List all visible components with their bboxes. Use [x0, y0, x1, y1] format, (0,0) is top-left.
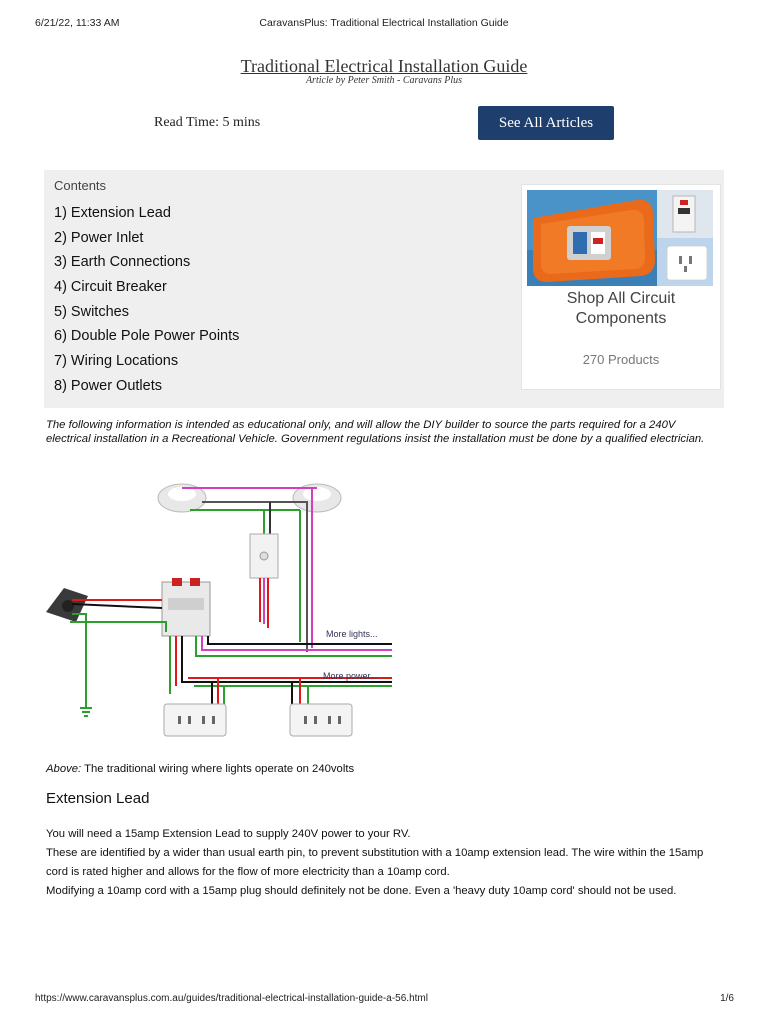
light-switch	[250, 534, 278, 578]
print-url: https://www.caravansplus.com.au/guides/traditional-electrical-installation-guide-a-56.html	[35, 993, 428, 1004]
section-heading-extension-lead: Extension Lead	[46, 790, 150, 807]
table-of-contents	[54, 205, 239, 403]
print-date: 6/21/22, 11:33 AM	[35, 17, 120, 29]
print-document-title: CaravansPlus: Traditional Electrical Installation Guide	[259, 17, 509, 29]
paragraph: These are identified by a wider than usual earth pin, to prevent substitution with a 10amp extension lead. The wire within the 15amp cord is rated higher and allows for the flow of more electricity than a 10amp cord.	[46, 847, 704, 878]
more-power-label: More power...	[323, 671, 378, 681]
page-number: 1/6	[720, 993, 734, 1004]
toc-item-label[interactable]: 5) Switches	[54, 303, 129, 320]
shop-circuit-components-card[interactable]	[521, 184, 721, 390]
toc-item-earth-connections[interactable]	[54, 254, 239, 279]
power-outlet-right	[290, 704, 352, 736]
caption-text: The traditional wiring where lights operate on 240volts	[81, 763, 355, 775]
earth-stake	[80, 708, 92, 716]
article-title: Traditional Electrical Installation Guide	[240, 56, 528, 76]
article-byline: Article by Peter Smith - Caravans Plus	[305, 75, 463, 86]
paragraph: Modifying a 10amp cord with a 15amp plug should definitely not be done. Even a 'heavy duty 10amp cord' should not be used.	[46, 885, 677, 897]
extension-lead-body	[46, 825, 726, 901]
diagram-caption	[46, 763, 354, 775]
circuit-components-image[interactable]	[527, 190, 713, 286]
print-header	[0, 17, 768, 31]
toc-item-circuit-breaker[interactable]	[54, 279, 239, 304]
caption-prefix: Above:	[46, 763, 82, 775]
toc-item-extension-lead[interactable]	[54, 205, 239, 230]
toc-item-wiring-locations[interactable]	[54, 353, 239, 378]
toc-item-power-inlet[interactable]	[54, 230, 239, 255]
see-all-articles-button[interactable]: See All Articles	[478, 106, 614, 140]
contents-heading: Contents	[54, 178, 107, 193]
contents-panel	[44, 170, 724, 408]
toc-item-power-outlets[interactable]	[54, 378, 239, 403]
toc-item-switches[interactable]	[54, 304, 239, 329]
toc-item-label[interactable]: 4) Circuit Breaker	[54, 279, 167, 296]
shop-all-circuit-components-link[interactable]: Shop All Circuit Components	[566, 290, 676, 327]
more-lights-label: More lights...	[326, 629, 378, 639]
wiring-diagram	[42, 472, 402, 744]
product-count: 270 Products	[582, 352, 660, 367]
read-time: Read Time: 5 mins	[154, 115, 261, 130]
intro-disclaimer: The following information is intended as educational only, and will allow the DIY builder to source the parts required for a 240V electrical installation in a Recreational Vehicle. Government regulations insist the installation must be done by a qualified electrician.	[46, 419, 705, 445]
circuit-breaker	[162, 578, 210, 636]
power-outlet-left	[164, 704, 226, 736]
paragraph: You will need a 15amp Extension Lead to supply 240V power to your RV.	[46, 828, 411, 840]
toc-item-label[interactable]: 8) Power Outlets	[54, 377, 162, 394]
toc-item-label[interactable]: 2) Power Inlet	[54, 229, 144, 246]
toc-item-label[interactable]: 1) Extension Lead	[54, 205, 171, 221]
toc-item-label[interactable]: 7) Wiring Locations	[54, 353, 179, 370]
toc-item-double-pole-power-points[interactable]	[54, 328, 239, 353]
toc-item-label[interactable]: 3) Earth Connections	[54, 254, 191, 271]
toc-item-label[interactable]: 6) Double Pole Power Points	[54, 328, 240, 345]
